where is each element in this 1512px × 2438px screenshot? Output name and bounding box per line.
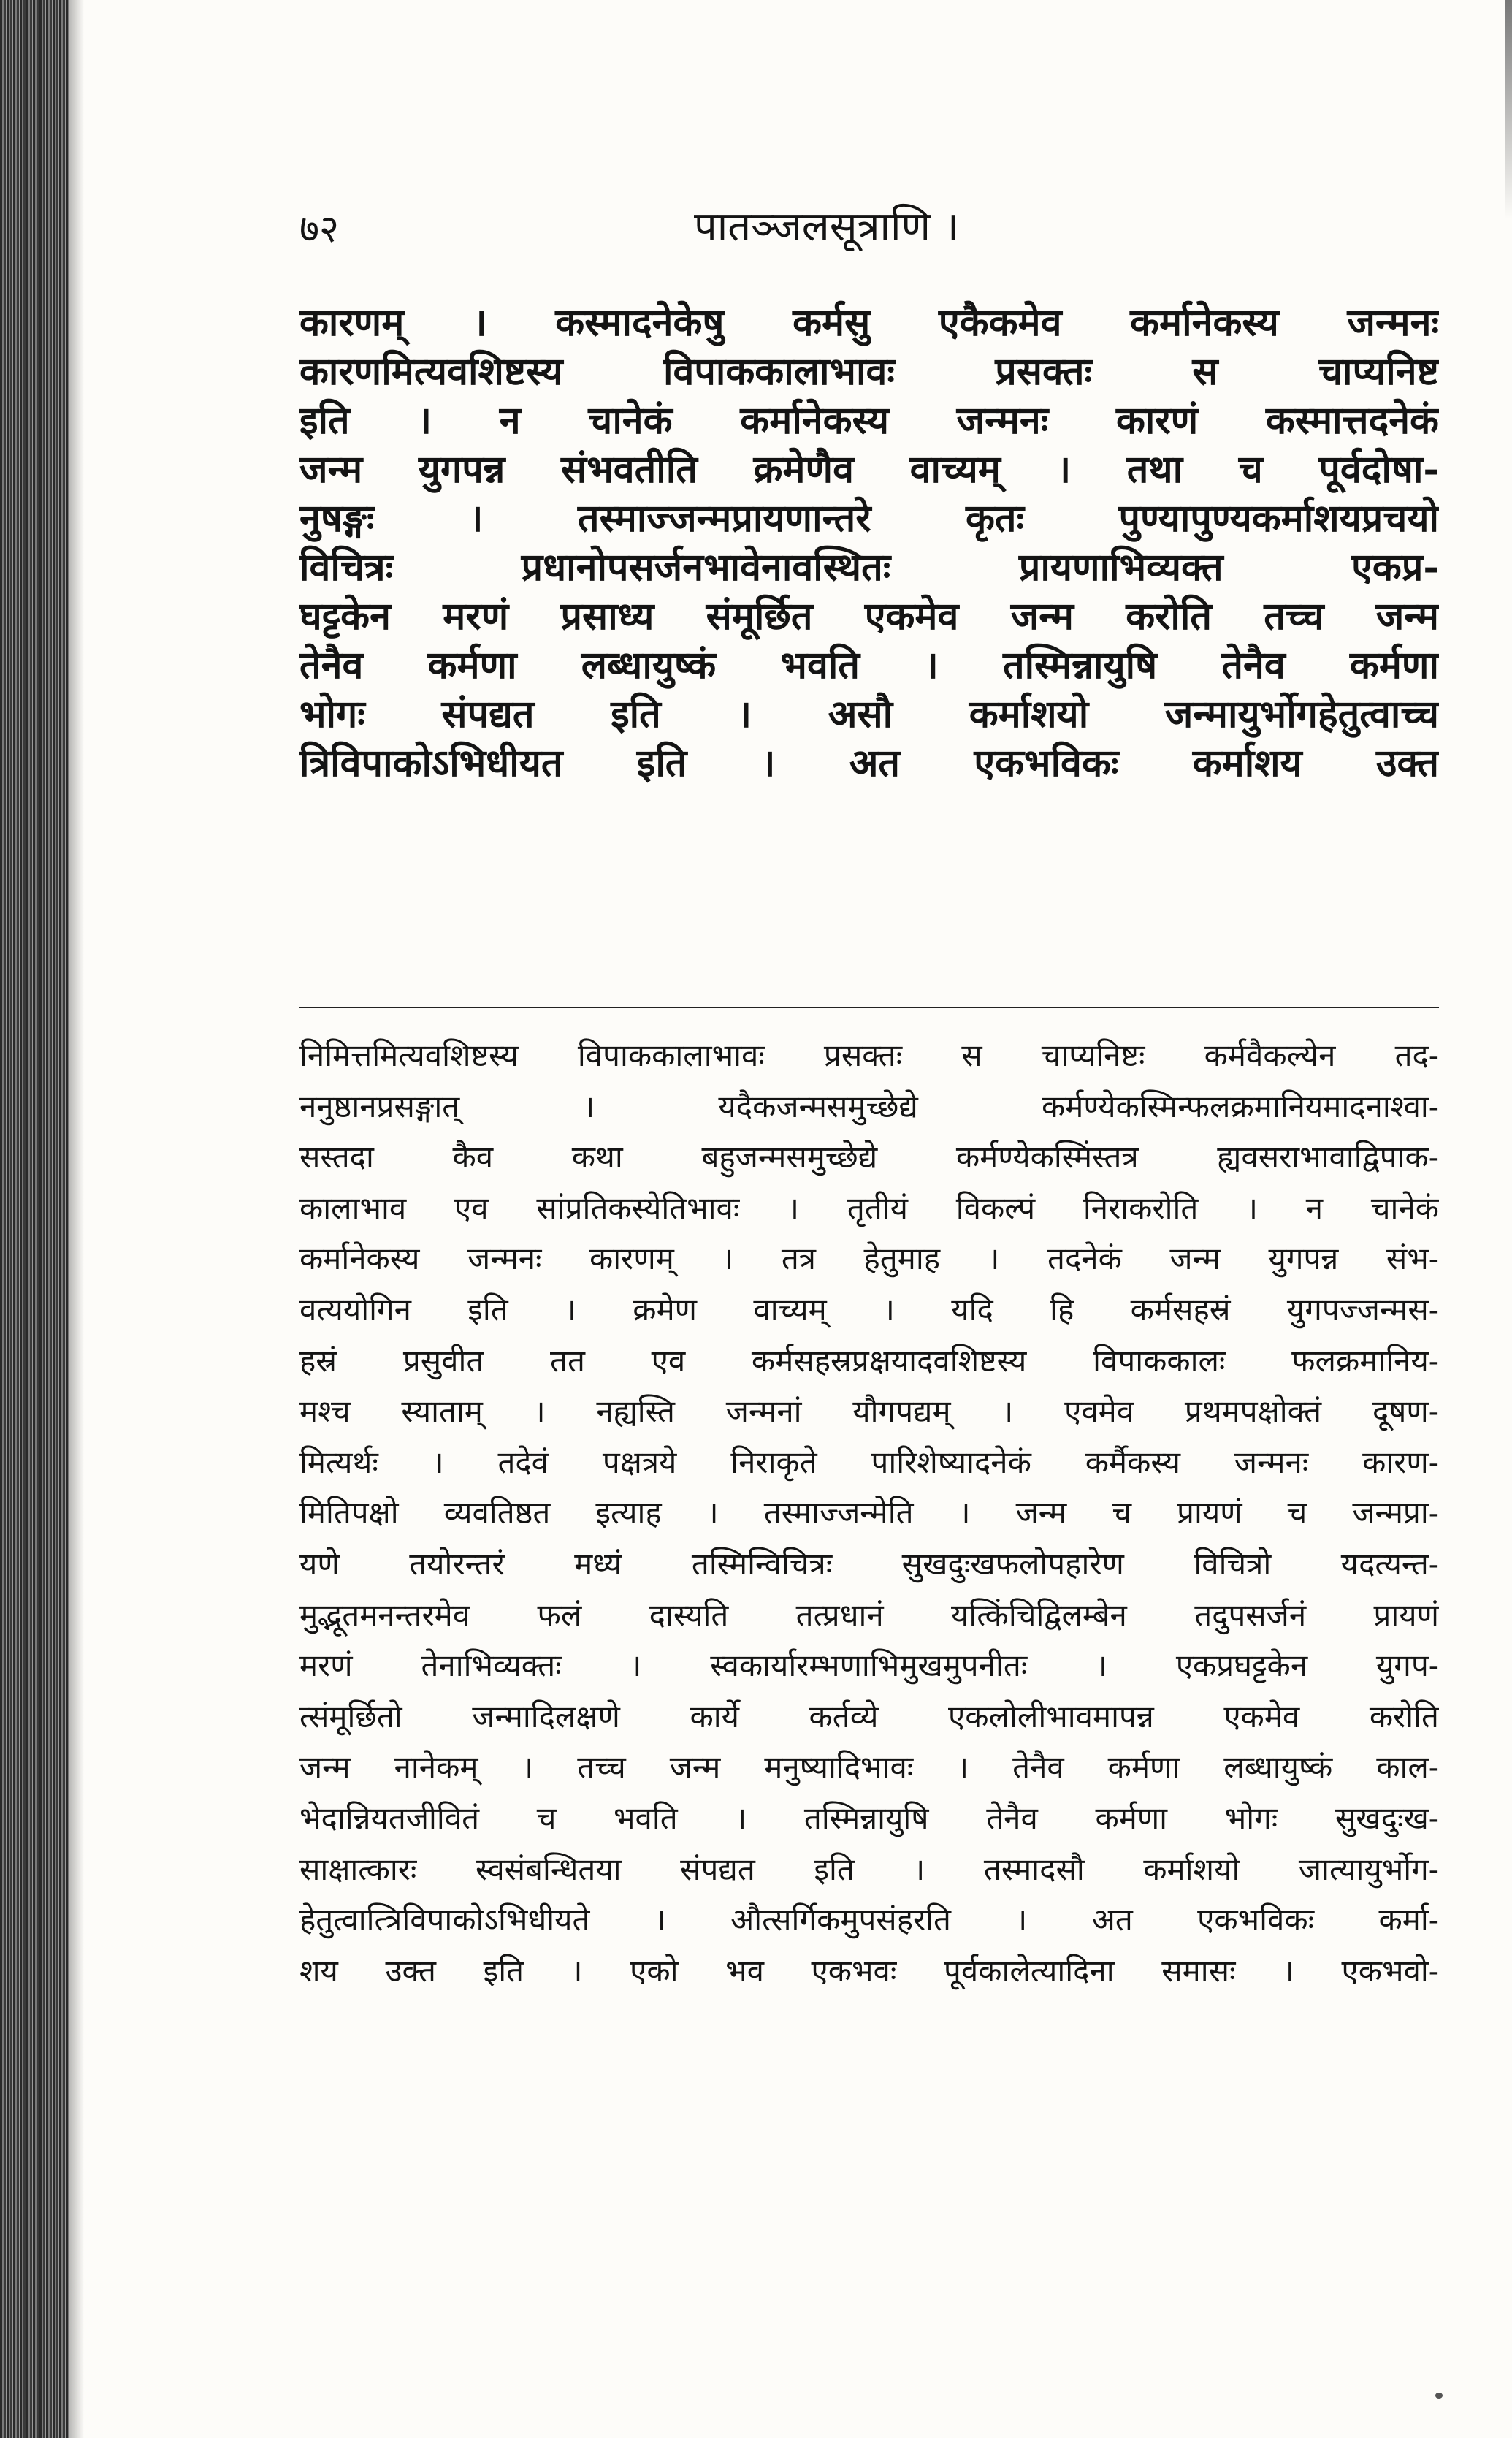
commentary-line: ननुष्ठानप्रसङ्गात् । यदैकजन्मसमुच्छेद्ये कर्मण्येकस्मिन्फलक्रमानियमादनाश्वा- xyxy=(299,1088,1439,1124)
running-title: पातञ्जलसूत्राणि । xyxy=(694,203,960,251)
main-text-line: कारणम् । कस्मादनेकेषु कर्मसु एकैकमेव कर्मानेकस्य जन्मनः xyxy=(299,300,1439,345)
scan-speck xyxy=(1435,2393,1443,2399)
commentary-line: मुद्भूतमनन्तरमेव फलं दास्यति तत्प्रधानं यत्किंचिद्विलम्बेन तदुपसर्जनं प्रायणं xyxy=(299,1596,1439,1633)
commentary-line: साक्षात्कारः स्वसंबन्धितया संपद्यत इति । तस्मादसौ कर्माशयो जात्यायुर्भोग- xyxy=(299,1851,1439,1887)
commentary-line: सस्तदा कैव कथा बहुजन्मसमुच्छेद्ये कर्मण्येकस्मिंस्तत्र ह्यवसराभावाद्विपाक- xyxy=(299,1139,1439,1176)
commentary-line: कालाभाव एव सांप्रतिकस्येतिभावः । तृतीयं विकल्पं निराकरोति । न चानेकं xyxy=(299,1189,1439,1226)
main-text-line: इति । न चानेकं कर्मानेकस्य जन्मनः कारणं कस्मात्तदनेकं xyxy=(299,398,1439,443)
page-header xyxy=(299,197,1439,263)
commentary-line: हेतुत्वात्त्रिविपाकोऽभिधीयते । औत्सर्गिकमुपसंहरति । अत एकभविकः कर्मा- xyxy=(299,1902,1439,1938)
main-text-line: विचित्रः प्रधानोपसर्जनभावेनावस्थितः प्रायणाभिव्यक्त एकप्र- xyxy=(299,545,1439,590)
commentary-block xyxy=(299,1030,1439,1996)
commentary-line: मित्यर्थः । तदेवं पक्षत्रये निराकृते पारिशेष्यादनेकं कर्मैकस्य जन्मनः कारण- xyxy=(299,1444,1439,1480)
commentary-line: मरणं तेनाभिव्यक्तः । स्वकार्यारम्भणाभिमुखमुपनीतः । एकप्रघट्टकेन युगप- xyxy=(299,1647,1439,1684)
commentary-line: निमित्तमित्यवशिष्टस्य विपाककालाभावः प्रसक्तः स चाप्यनिष्टः कर्मवैकल्येन तद- xyxy=(299,1037,1439,1073)
commentary-line: हस्रं प्रसुवीत तत एव कर्मसहस्रप्रक्षयादवशिष्टस्य विपाककालः फलक्रमानिय- xyxy=(299,1342,1439,1379)
commentary-line: यणे तयोरन्तरं मध्यं तस्मिन्विचित्रः सुखदुःखफलोपहारेण विचित्रो यदत्यन्त- xyxy=(299,1545,1439,1582)
commentary-line: वत्ययोगिन इति । क्रमेण वाच्यम् । यदि हि कर्मसहस्रं युगपज्जन्मस- xyxy=(299,1291,1439,1327)
commentary-line: मश्च स्याताम् । नह्यस्ति जन्मनां यौगपद्यम् । एवमेव प्रथमपक्षोक्तं दूषण- xyxy=(299,1393,1439,1430)
main-text-line: जन्म युगपन्न संभवतीति क्रमेणैव वाच्यम् । तथा च पूर्वदोषा- xyxy=(299,447,1439,492)
page-number: ७२ xyxy=(299,207,340,251)
main-text-line: नुषङ्गः । तस्माज्जन्मप्रायणान्तरे कृतः पुण्यापुण्यकर्माशयप्रचयो xyxy=(299,496,1439,541)
section-divider xyxy=(299,1007,1439,1008)
main-text-line: त्रिविपाकोऽभिधीयत इति । अत एकभविकः कर्माशय उक्त xyxy=(299,741,1439,785)
commentary-line: मितिपक्षो व्यवतिष्ठत इत्याह । तस्माज्जन्मेति । जन्म च प्रायणं च जन्मप्रा- xyxy=(299,1495,1439,1531)
main-text-line: तेनैव कर्मणा लब्धायुष्कं भवति । तस्मिन्नायुषि तेनैव कर्मणा xyxy=(299,643,1439,687)
main-text-line: कारणमित्यवशिष्टस्य विपाककालाभावः प्रसक्तः स चाप्यनिष्ट xyxy=(299,349,1439,394)
commentary-line: भेदान्नियतजीवितं च भवति । तस्मिन्नायुषि तेनैव कर्मणा भोगः सुखदुःख- xyxy=(299,1799,1439,1836)
book-binding-edge xyxy=(0,0,69,2438)
page-edge-shadow xyxy=(1505,0,1512,219)
main-text-line: भोगः संपद्यत इति । असौ कर्माशयो जन्मायुर्भोगहेतुत्वाच्च xyxy=(299,692,1439,736)
commentary-line: त्संमूर्छितो जन्मादिलक्षणे कार्ये कर्तव्ये एकलोलीभावमापन्न एकमेव करोति xyxy=(299,1698,1439,1734)
main-text-line: घट्टकेन मरणं प्रसाध्य संमूर्छित एकमेव जन्म करोति तच्च जन्म xyxy=(299,594,1439,639)
main-text-block xyxy=(299,298,1439,788)
commentary-line: जन्म नानेकम् । तच्च जन्म मनुष्यादिभावः । तेनैव कर्मणा लब्धायुष्कं काल- xyxy=(299,1749,1439,1786)
commentary-line: शय उक्त इति । एको भव एकभवः पूर्वकालेत्यादिना समासः । एकभवो- xyxy=(299,1952,1439,1989)
commentary-line: कर्मानेकस्य जन्मनः कारणम् । तत्र हेतुमाह । तदनेकं जन्म युगपन्न संभ- xyxy=(299,1241,1439,1277)
